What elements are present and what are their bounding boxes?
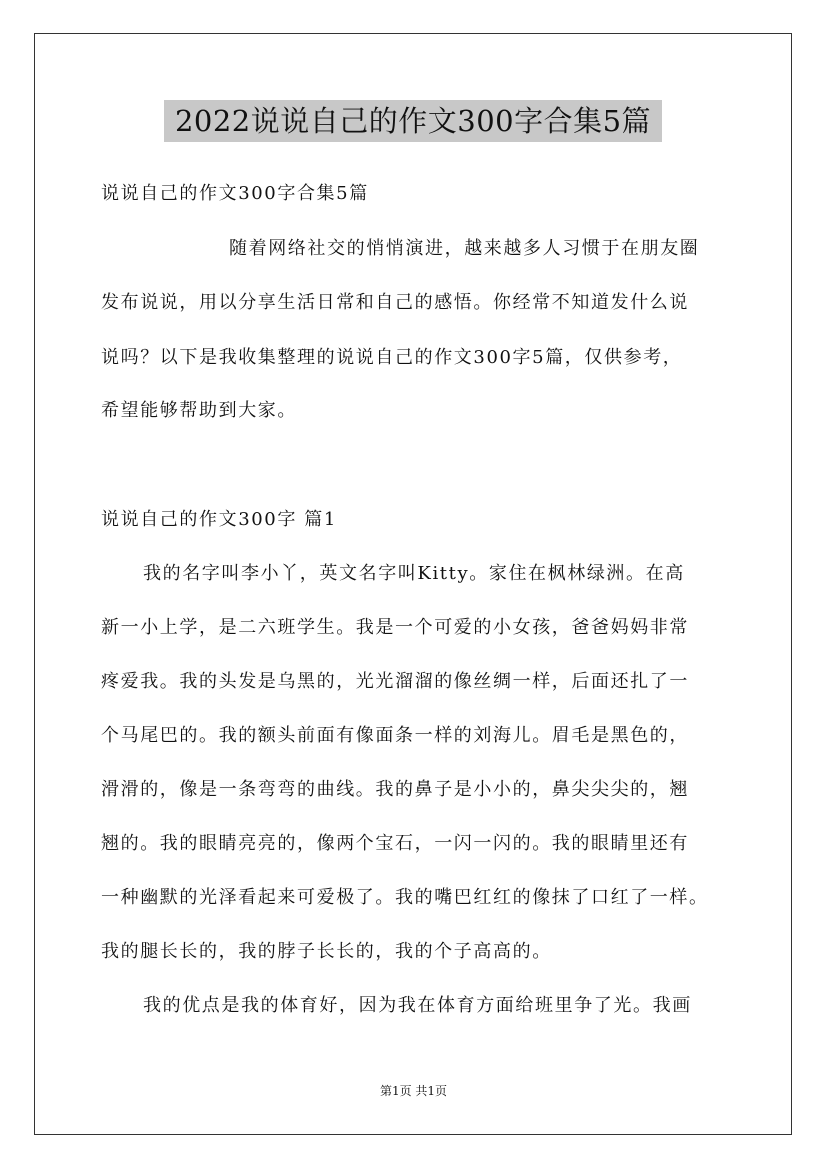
intro-line-1: 随着网络社交的悄悄演进，越来越多人习惯于在朋友圈 [229, 238, 700, 259]
page-footer: 第1页 共1页 [379, 1084, 448, 1098]
intro-line-2: 发布说说，用以分享生活日常和自己的感悟。你经常不知道发什么说 [101, 292, 689, 313]
paragraph-line: 疼爱我。我的头发是乌黑的，光光溜溜的像丝绸一样，后面还扎了一 [101, 671, 689, 692]
paragraph-line: 我的腿长长的，我的脖子长长的，我的个子高高的。 [101, 941, 552, 962]
paragraph-line: 新一小上学，是二六班学生。我是一个可爱的小女孩，爸爸妈妈非常 [101, 617, 689, 638]
paragraph-line: 个马尾巴的。我的额头前面有像面条一样的刘海儿。眉毛是黑色的， [101, 725, 689, 746]
paragraph-line: 滑滑的，像是一条弯弯的曲线。我的鼻子是小小的，鼻尖尖尖的，翘 [101, 779, 689, 800]
document-subtitle: 说说自己的作文300字合集5篇 [101, 183, 369, 204]
document-title: 2022说说自己的作文300字合集5篇 [164, 100, 662, 142]
paragraph-line: 一种幽默的光泽看起来可爱极了。我的嘴巴红红的像抹了口红了一样。 [101, 887, 709, 908]
paragraph-line: 翘的。我的眼睛亮亮的，像两个宝石，一闪一闪的。我的眼睛里还有 [101, 833, 689, 854]
intro-line-4: 希望能够帮助到大家。 [101, 400, 297, 421]
paragraph-line: 我的名字叫李小丫，英文名字叫Kitty。家住在枫林绿洲。在高 [143, 563, 685, 584]
section-heading: 说说自己的作文300字 篇1 [101, 509, 337, 530]
intro-line-3: 说吗？以下是我收集整理的说说自己的作文300字5篇，仅供参考， [101, 347, 683, 368]
paragraph-line: 我的优点是我的体育好，因为我在体育方面给班里争了光。我画 [143, 995, 692, 1016]
